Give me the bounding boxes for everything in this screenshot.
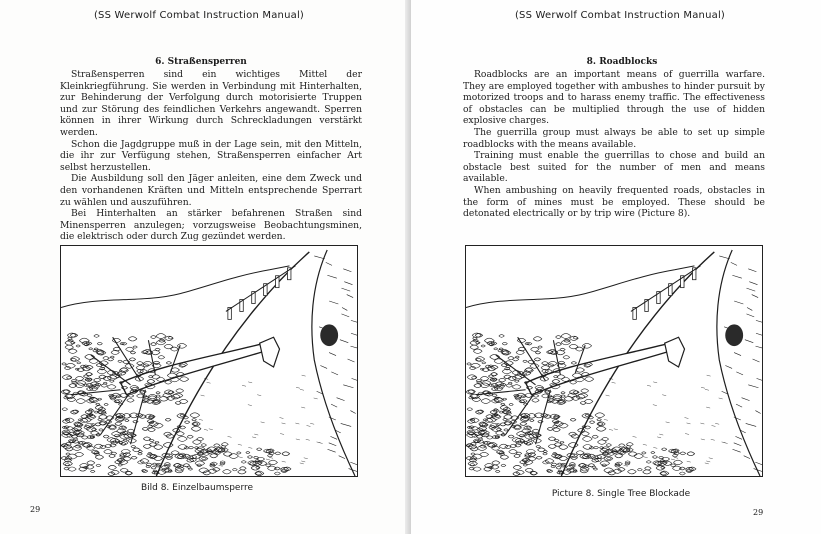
page-number: 29 [753,508,764,517]
body-text [60,69,362,243]
left-page [0,0,410,534]
paragraph: Training must enable the guerrillas to chose and build an obstacle best suited for the number of men and means available. [463,150,765,185]
paragraph: Roadblocks are an important means of guerrilla warfare. They are employed together with ambushes to hinder pursuit by motorized troops and to harass enemy traffic. The effectiveness of obstacles can be multiplied through the use of hidden explosive charges. [463,69,765,127]
figure-caption: Picture 8. Single Tree Blockade [551,489,691,499]
section-title: 8. Roadblocks [586,57,658,67]
tree-blockade-illustration [465,245,763,477]
figure-caption: Bild 8. Einzelbaumsperre [140,483,254,493]
right-page [411,0,821,534]
paragraph: Bei Hinterhalten an stärker befahrenen Straßen sind Minensperren anzulegen; vorzugsweise Beobachtungsminen, die elektrisch oder durch Zug gezündet werden. [60,208,362,243]
paragraph: Straßensperren sind ein wichtiges Mittel der Kleinkriegführung. Sie werden in Verbindung mit Hinterhalten, zur Behinderung der Verfolgung durch motorisierte Truppen und zur Störung des feindlichen Verkehrs angewandt. Sperren können in ihrer Wirkung durch Schreckladungen verstärkt werden. [60,69,362,138]
illustration-drawing [61,246,357,476]
paragraph: Die Ausbildung soll den Jäger anleiten, eine dem Zweck und den vorhandenen Kräften und Mitteln entsprechende Sperrart zu wählen und auszuführen. [60,173,362,208]
paragraph: Schon die Jagdgruppe muß in der Lage sein, mit den Mitteln, die ihr zur Verfügung stehen, Straßensperren einfacher Art selbst herzustellen. [60,138,362,173]
running-head: (SS Werwolf Combat Instruction Manual) [514,10,726,21]
running-head: (SS Werwolf Combat Instruction Manual) [93,10,305,21]
body-text [463,69,765,220]
page-number: 29 [30,505,41,514]
paragraph: When ambushing on heavily frequented roads, obstacles in the form of mines must be employed. These should be detonated electrically or by trip wire (Picture 8). [463,184,765,220]
illustration-drawing [466,246,762,476]
paragraph: The guerrilla group must always be able to set up simple roadblocks with the means available. [463,126,765,150]
section-title: 6. Straßensperren [155,57,247,67]
tree-blockade-illustration [60,245,358,477]
